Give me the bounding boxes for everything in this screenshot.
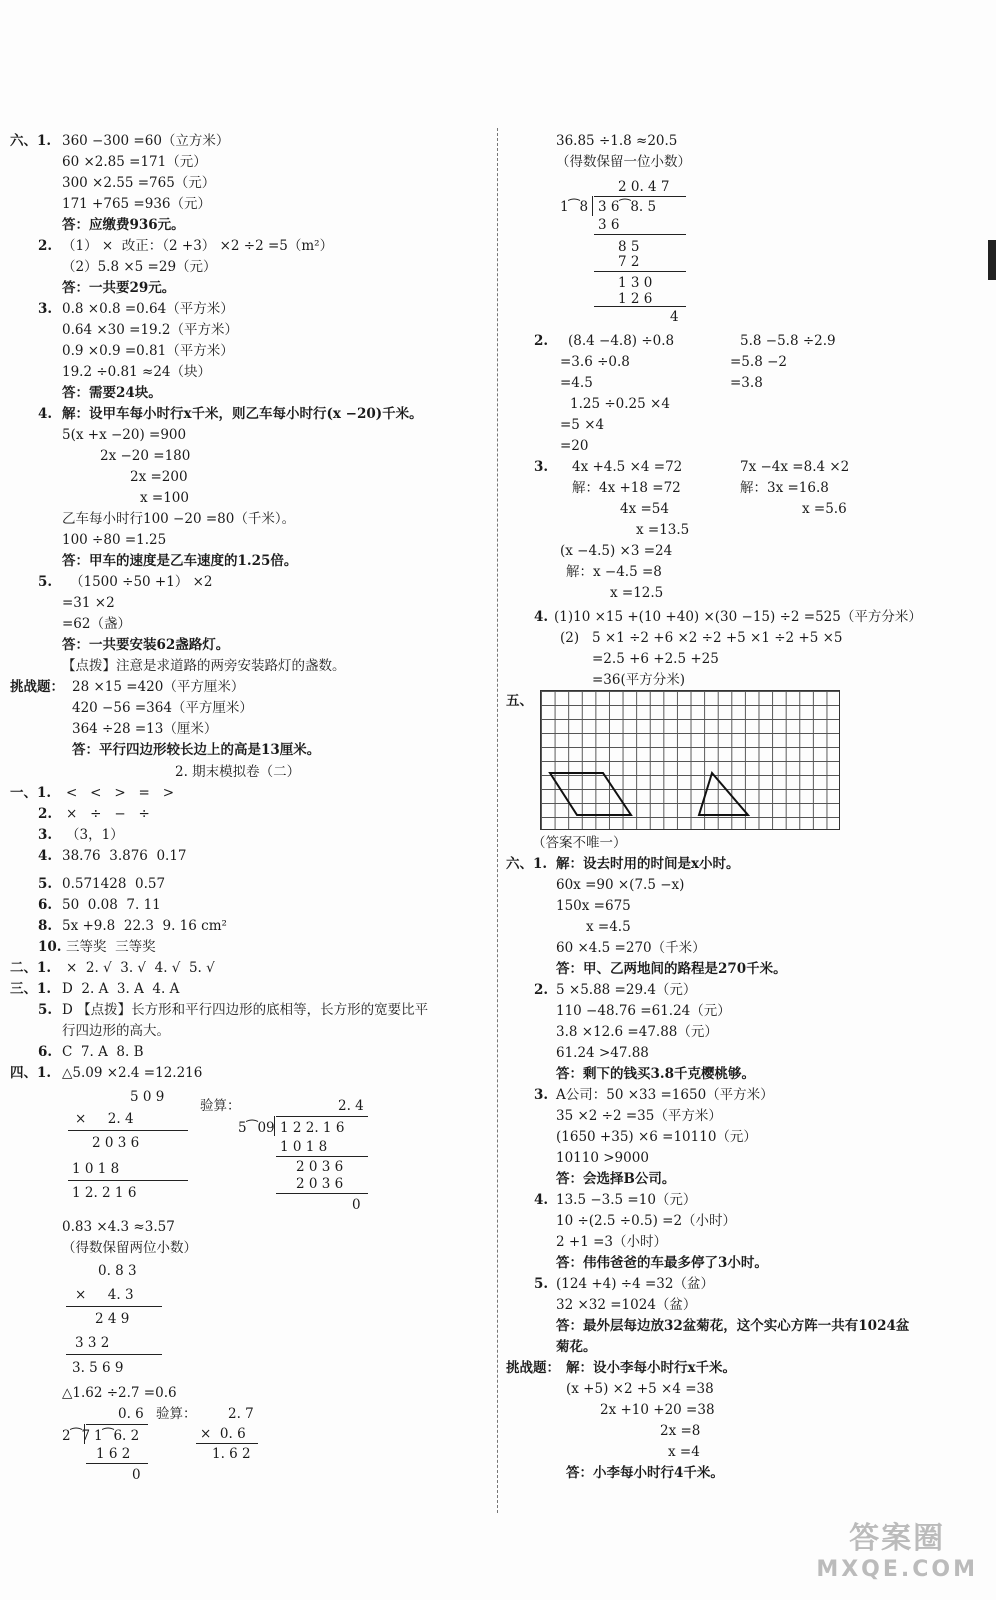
answer-line: 300 ×2.55 =765（元） bbox=[62, 175, 216, 191]
div-line: 2 0. 4 7 bbox=[618, 179, 670, 195]
watermark-logo-text: 答案圈 bbox=[849, 1521, 946, 1556]
answer-line: x =100 bbox=[140, 490, 189, 506]
answer-line: 364 ÷28 =13（厘米） bbox=[72, 721, 218, 737]
div-line: 0. 6 bbox=[118, 1406, 144, 1422]
question-number: 4. bbox=[534, 609, 549, 625]
answer-line: (1650 +35) ×6 =10110（元） bbox=[556, 1129, 757, 1145]
answer-line: x =13.5 bbox=[636, 522, 690, 538]
rule bbox=[196, 1443, 258, 1444]
rule bbox=[594, 306, 686, 307]
section-label: 五、 bbox=[506, 693, 533, 709]
answer-line: 答：小李每小时行4千米。 bbox=[566, 1465, 724, 1481]
answer-line: 解：3x =16.8 bbox=[740, 480, 829, 496]
answer-line: 3.8 ×12.6 =47.88（元） bbox=[556, 1024, 718, 1040]
div-line: 5⁀09 bbox=[238, 1120, 275, 1136]
answer-line: D 【点拨】长方形和平行四边形的底相等，长方形的宽要比平 bbox=[62, 1002, 429, 1018]
answer-line: 60 ×4.5 =270（千米） bbox=[556, 940, 706, 956]
answer-line: x =4 bbox=[668, 1444, 700, 1460]
division-bracket bbox=[84, 1424, 85, 1444]
answer-line: x =12.5 bbox=[610, 585, 664, 601]
div-line: 1 0 1 8 bbox=[280, 1139, 328, 1155]
tip-line: 【点拨】注意是求道路的两旁安装路灯的盏数。 bbox=[62, 658, 346, 674]
answer-line: × ÷ − ÷ bbox=[66, 806, 150, 822]
answer-line: < < > = > bbox=[66, 785, 175, 801]
answer-line: =3.6 ÷0.8 bbox=[560, 354, 630, 370]
division-bracket bbox=[592, 196, 593, 216]
mult-line: 1. 6 2 bbox=[212, 1446, 251, 1462]
div-line: 1 6 2 bbox=[96, 1446, 131, 1462]
answer-note: （答案不唯一） bbox=[532, 835, 627, 851]
mult-line: 3. 5 6 9 bbox=[72, 1360, 124, 1376]
answer-line: 38.76 3.876 0.17 bbox=[62, 848, 187, 864]
question-number: 3. bbox=[38, 301, 53, 317]
question-number: 5. bbox=[38, 1002, 53, 1018]
mult-line: × 0. 6 bbox=[200, 1426, 246, 1442]
answer-line: 60x =90 ×(7.5 −x) bbox=[556, 877, 685, 893]
question-number: 2. bbox=[534, 333, 549, 349]
answer-line: (x −4.5) ×3 =24 bbox=[560, 543, 673, 559]
answer-line: =5 ×4 bbox=[560, 417, 605, 433]
question-number: 2. bbox=[534, 982, 549, 998]
answer-line: =31 ×2 bbox=[62, 595, 115, 611]
answer-line: 解：设去时用的时间是x小时。 bbox=[556, 856, 740, 872]
answer-line: 2x −20 =180 bbox=[100, 448, 191, 464]
answer-line: 答：一共要安装62盏路灯。 bbox=[62, 637, 230, 653]
answer-line: x =5.6 bbox=[802, 501, 847, 517]
answer-line: 答：剩下的钱买3.8千克樱桃够。 bbox=[556, 1066, 755, 1082]
div-line: 3 6⁀8. 5 bbox=[598, 199, 657, 215]
answer-line: 5.8 −5.8 ÷2.9 bbox=[740, 333, 836, 349]
answer-line: （2）5.8 ×5 =29（元） bbox=[62, 259, 217, 275]
rule bbox=[594, 271, 686, 272]
answer-line: (124 +4) ÷4 =32（盆） bbox=[556, 1276, 714, 1292]
answer-line: =5.8 −2 bbox=[730, 354, 787, 370]
answer-line: △1.62 ÷2.7 =0.6 bbox=[62, 1385, 177, 1401]
division-bracket bbox=[274, 1116, 275, 1136]
column-divider bbox=[497, 128, 498, 1513]
question-number: 5. bbox=[534, 1276, 549, 1292]
answer-line: 100 ÷80 =1.25 bbox=[62, 532, 167, 548]
answer-line: 0.9 ×0.9 =0.81（平方米） bbox=[62, 343, 234, 359]
answer-line: 0.83 ×4.3 ≈3.57 bbox=[62, 1219, 175, 1235]
answer-line: 答：会选择B公司。 bbox=[556, 1171, 676, 1187]
parallelogram-shape bbox=[550, 773, 631, 815]
answer-line: （3，1） bbox=[66, 827, 124, 843]
answer-line: 答：伟伟爸爸的车最多停了3小时。 bbox=[556, 1255, 768, 1271]
answer-line: △5.09 ×2.4 =12.216 bbox=[62, 1065, 203, 1081]
answer-line: 10 ÷(2.5 ÷0.5) =2（小时） bbox=[556, 1213, 737, 1229]
rule bbox=[66, 1306, 162, 1307]
div-line: 7 2 bbox=[618, 254, 640, 270]
question-number: 8. bbox=[38, 918, 53, 934]
answer-line: x =4.5 bbox=[586, 919, 631, 935]
answer-line: 28 ×15 =420（平方厘米） bbox=[72, 679, 245, 695]
answer-line: 答：甲、乙两地间的路程是270千米。 bbox=[556, 961, 787, 977]
answer-line: （1） × 改正：（2 +3） ×2 ÷2 =5（m²） bbox=[62, 238, 334, 254]
answer-line: 1.25 ÷0.25 ×4 bbox=[570, 396, 670, 412]
section-label: 四、1. bbox=[10, 1065, 52, 1081]
section-label: 六、1. bbox=[10, 133, 52, 149]
answer-line: 50 0.08 7. 11 bbox=[62, 897, 161, 913]
answer-line: 解：x −4.5 =8 bbox=[566, 564, 662, 580]
answer-line: D 2. A 3. A 4. A bbox=[62, 981, 180, 997]
answer-line: 2 +1 =3（小时） bbox=[556, 1234, 667, 1250]
answer-line: 7x −4x =8.4 ×2 bbox=[740, 459, 850, 475]
question-number: 4. bbox=[38, 848, 53, 864]
answer-line: 60 ×2.85 =171（元） bbox=[62, 154, 207, 170]
answer-line: 答：一共要29元。 bbox=[62, 280, 176, 296]
question-number: 6. bbox=[38, 897, 53, 913]
answer-line: =20 bbox=[560, 438, 589, 454]
mult-line: × 2. 4 bbox=[75, 1111, 134, 1127]
answer-line: 答：最外层每边放32盆菊花，这个实心方阵一共有1024盆 bbox=[556, 1318, 910, 1334]
shapes-drawing bbox=[541, 691, 841, 831]
question-number: 3. bbox=[534, 1087, 549, 1103]
question-number: 3. bbox=[38, 827, 53, 843]
div-line: 8 5 bbox=[618, 239, 640, 255]
div-line: 1⁀6. 2 bbox=[94, 1428, 140, 1444]
answer-line: =62（盏） bbox=[62, 616, 131, 632]
answer-line: 菊花。 bbox=[556, 1339, 597, 1355]
div-line: 1 2 2. 1 6 bbox=[280, 1120, 345, 1136]
answer-line: 答：甲车的速度是乙车速度的1.25倍。 bbox=[62, 553, 298, 569]
mult-line: 2. 7 bbox=[228, 1406, 254, 1422]
answer-line: 解：设甲车每小时行x千米，则乙车每小时行(x −20)千米。 bbox=[62, 406, 423, 422]
watermark-url: MXQE.COM bbox=[816, 1557, 978, 1582]
rule bbox=[276, 1116, 368, 1117]
grid-figure bbox=[540, 690, 840, 830]
answer-line: 420 −56 =364（平方厘米） bbox=[72, 700, 253, 716]
rule bbox=[86, 1463, 148, 1464]
answer-line: 0.8 ×0.8 =0.64（平方米） bbox=[62, 301, 234, 317]
answer-line: 行四边形的高大。 bbox=[62, 1023, 170, 1039]
answer-line: =2.5 +6 +2.5 +25 bbox=[592, 651, 719, 667]
answer-line: 171 +765 =936（元） bbox=[62, 196, 212, 212]
answer-line: A公司：50 ×33 =1650（平方米） bbox=[556, 1087, 774, 1103]
answer-line: 35 ×2 ÷2 =35（平方米） bbox=[556, 1108, 722, 1124]
answer-line: (1)10 ×15 +(10 +40) ×(30 −15) ÷2 =525（平方分米） bbox=[554, 609, 922, 625]
section-label: 三、1. bbox=[10, 981, 52, 997]
rule bbox=[276, 1193, 368, 1194]
answer-line: (8.4 −4.8) ÷0.8 bbox=[568, 333, 675, 349]
div-line: 1⁀8 bbox=[560, 199, 589, 215]
answer-line: 4x +4.5 ×4 =72 bbox=[572, 459, 683, 475]
question-number: 5. bbox=[38, 876, 53, 892]
mult-line: 3 3 2 bbox=[75, 1335, 110, 1351]
div-line: 1 2 6 bbox=[618, 291, 653, 307]
answer-line: 解：4x +18 =72 bbox=[572, 480, 681, 496]
answer-line: 2x =200 bbox=[130, 469, 188, 485]
question-number: 3. bbox=[534, 459, 549, 475]
question-number: 4. bbox=[534, 1192, 549, 1208]
rule bbox=[594, 234, 686, 235]
rule bbox=[276, 1156, 368, 1157]
answer-line: (2) 5 ×1 ÷2 +6 ×2 ÷2 +5 ×1 ÷2 +5 ×5 bbox=[560, 630, 843, 646]
answer-line: （1500 ÷50 +1） ×2 bbox=[70, 574, 213, 590]
mult-line: 1 0 1 8 bbox=[72, 1161, 120, 1177]
answer-line: 10110 >9000 bbox=[556, 1150, 649, 1166]
answer-line: 答：平行四边形较长边上的高是13厘米。 bbox=[72, 742, 321, 758]
answer-line: 110 −48.76 =61.24（元） bbox=[556, 1003, 731, 1019]
div-line: 2⁀7 bbox=[62, 1428, 91, 1444]
rule bbox=[86, 1424, 148, 1425]
question-number: 4. bbox=[38, 406, 53, 422]
scan-edge-mark bbox=[988, 240, 996, 280]
div-line: 3 6 bbox=[598, 217, 620, 233]
mult-line: 1 2. 2 1 6 bbox=[72, 1185, 137, 1201]
rule bbox=[594, 196, 686, 197]
div-line: 2. 4 bbox=[338, 1098, 364, 1114]
answer-line: 61.24 >47.88 bbox=[556, 1045, 649, 1061]
answer-line: 乙车每小时行100 −20 =80（千米）。 bbox=[62, 511, 296, 527]
rule bbox=[66, 1354, 162, 1355]
rule bbox=[68, 1130, 188, 1131]
answer-line: 解：设小李每小时行x千米。 bbox=[566, 1360, 737, 1376]
mult-line: × 4. 3 bbox=[75, 1287, 134, 1303]
answer-line: （得数保留两位小数） bbox=[62, 1240, 197, 1256]
answer-line: 三等奖 三等奖 bbox=[66, 939, 156, 955]
mult-line: 2 0 3 6 bbox=[92, 1135, 140, 1151]
answer-line: 5x +9.8 22.3 9. 16 cm² bbox=[62, 918, 227, 934]
answer-line: 13.5 −3.5 =10（元） bbox=[556, 1192, 697, 1208]
answer-line: =3.8 bbox=[730, 375, 763, 391]
question-number: 6. bbox=[38, 1044, 53, 1060]
answer-line: 答：应缴费936元。 bbox=[62, 217, 185, 233]
mult-line: 2 4 9 bbox=[95, 1311, 130, 1327]
question-number: 10. bbox=[38, 939, 62, 955]
div-line: 0 bbox=[352, 1197, 361, 1213]
answer-line: 5 ×5.88 =29.4（元） bbox=[556, 982, 697, 998]
section-label: 挑战题： bbox=[10, 679, 64, 695]
section-label: 二、1. bbox=[10, 960, 52, 976]
section-label: 一、1. bbox=[10, 785, 52, 801]
answer-line: 32 ×32 =1024（盆） bbox=[556, 1297, 697, 1313]
answer-line: 0.571428 0.57 bbox=[62, 876, 166, 892]
section-label: 挑战题： bbox=[506, 1360, 560, 1376]
answer-line: C 7. A 8. B bbox=[62, 1044, 144, 1060]
exam-title: 2. 期末模拟卷（二） bbox=[175, 764, 301, 780]
triangle-shape bbox=[699, 773, 748, 815]
watermark bbox=[816, 1513, 978, 1582]
section-label: 六、1. bbox=[506, 856, 548, 872]
div-line: 1 3 0 bbox=[618, 275, 653, 291]
div-line: 2 0 3 6 bbox=[296, 1159, 344, 1175]
div-line: 4 bbox=[670, 309, 679, 325]
answer-line: 2x +10 +20 =38 bbox=[600, 1402, 715, 1418]
answer-line: =36(平方分米) bbox=[592, 672, 686, 688]
answer-line: 答：需要24块。 bbox=[62, 385, 162, 401]
answer-line: 150x =675 bbox=[556, 898, 631, 914]
check-label: 验算： bbox=[200, 1098, 241, 1114]
div-line: 2 0 3 6 bbox=[296, 1176, 344, 1192]
answer-line: 36.85 ÷1.8 ≈20.5 bbox=[556, 133, 678, 149]
check-label: 验算： bbox=[156, 1406, 197, 1422]
mult-line: 0. 8 3 bbox=[98, 1263, 137, 1279]
answer-line: 0.64 ×30 =19.2（平方米） bbox=[62, 322, 239, 338]
question-number: 2. bbox=[38, 238, 53, 254]
answer-line: 19.2 ÷0.81 ≈24（块） bbox=[62, 364, 212, 380]
answer-line: =4.5 bbox=[560, 375, 593, 391]
answer-line: （得数保留一位小数） bbox=[556, 154, 691, 170]
div-line: 0 bbox=[132, 1467, 141, 1483]
answer-line: 4x =54 bbox=[620, 501, 669, 517]
question-number: 2. bbox=[38, 806, 53, 822]
answer-line: × 2. √ 3. √ 4. √ 5. √ bbox=[66, 960, 215, 976]
rule bbox=[68, 1180, 188, 1181]
answer-line: (x +5) ×2 +5 ×4 =38 bbox=[566, 1381, 714, 1397]
answer-line: 5(x +x −20) =900 bbox=[62, 427, 187, 443]
mult-line: 5 0 9 bbox=[130, 1089, 165, 1105]
answer-line: 360 −300 =60（立方米） bbox=[62, 133, 230, 149]
question-number: 5. bbox=[38, 574, 53, 590]
answer-line: 2x =8 bbox=[660, 1423, 701, 1439]
